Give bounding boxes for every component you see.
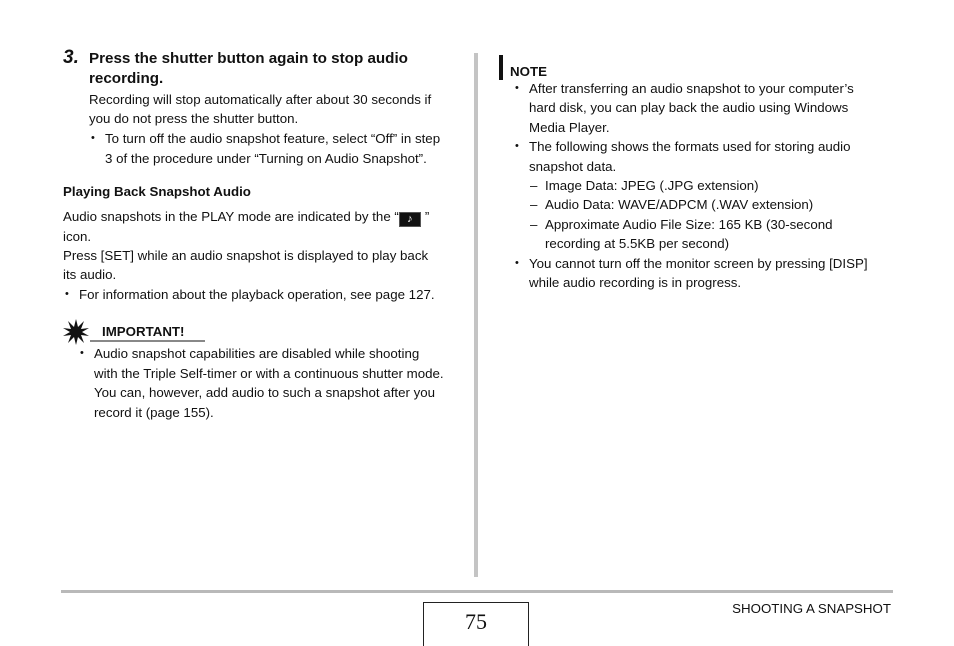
note-dash-1: Image Data: JPEG (.JPG extension) [545,178,759,193]
important-line-4: record it (page 155). [94,405,214,420]
note-b2-line-1: The following shows the formats used for storing audio [529,139,851,154]
playback-line-3: Press [SET] while an audio snapshot is displayed to play back [63,248,429,263]
note-marker [499,55,503,80]
important-line-2: with the Triple Self-timer or with a continuous shutter mode. [94,366,444,381]
step-bullet-line-2: 3 of the procedure under “Turning on Audio Snapshot”. [105,151,427,166]
step-body-line-2: you do not press the shutter button. [89,111,299,126]
note-dash-2: Audio Data: WAVE/ADPCM (.WAV extension) [545,197,814,212]
column-divider [474,53,478,577]
bullet-icon: • [91,132,95,144]
playback-line-1: Audio snapshots in the PLAY mode are indicated by the “ ♪ ” [63,209,430,225]
bullet-icon: • [515,82,519,94]
step-title-line-2: recording. [89,70,164,87]
bullet-icon: • [80,347,84,359]
step-body-line-1: Recording will stop automatically after about 30 seconds if [89,92,432,107]
bullet-icon: • [515,140,519,152]
important-underline [90,340,205,342]
footer-rule [61,590,893,593]
important-line-1: Audio snapshot capabilities are disabled while shooting [94,346,420,361]
playback-line-2: icon. [63,229,92,244]
playback-line-4: its audio. [63,267,117,282]
dash-icon: – [530,178,538,193]
note-b1-line-1: After transferring an audio snapshot to your computer’s [529,81,854,96]
audio-snapshot-icon: ♪ [399,212,421,227]
note-dash-3-line-2: recording at 5.5KB per second) [545,236,730,251]
important-heading: IMPORTANT! [102,324,185,339]
note-b1-line-2: hard disk, you can play back the audio using Windows [529,100,849,115]
playback-bullet: For information about the playback operation, see page 127. [79,287,435,302]
starburst-icon [63,319,89,345]
step-title-line-1: Press the shutter button again to stop audio [89,50,408,67]
dash-icon: – [530,217,538,232]
step-number: 3. [63,47,79,68]
note-dash-3-line-1: Approximate Audio File Size: 165 KB (30-second [545,217,833,232]
note-b3-line-1: You cannot turn off the monitor screen by pressing [DISP] [529,256,868,271]
step-bullet-line-1: To turn off the audio snapshot feature, select “Off” in step [105,131,441,146]
important-line-3: You can, however, add audio to such a snapshot after you [94,385,436,400]
section-title: SHOOTING A SNAPSHOT [732,601,891,616]
bullet-icon: • [515,257,519,269]
bullet-icon: • [65,288,69,300]
dash-icon: – [530,197,538,212]
page-number: 75 [423,602,529,646]
note-b2-line-2: snapshot data. [529,159,617,174]
playback-heading: Playing Back Snapshot Audio [63,184,251,199]
note-b3-line-2: while audio recording is in progress. [529,275,742,290]
note-b1-line-3: Media Player. [529,120,610,135]
note-heading: NOTE [510,64,547,79]
